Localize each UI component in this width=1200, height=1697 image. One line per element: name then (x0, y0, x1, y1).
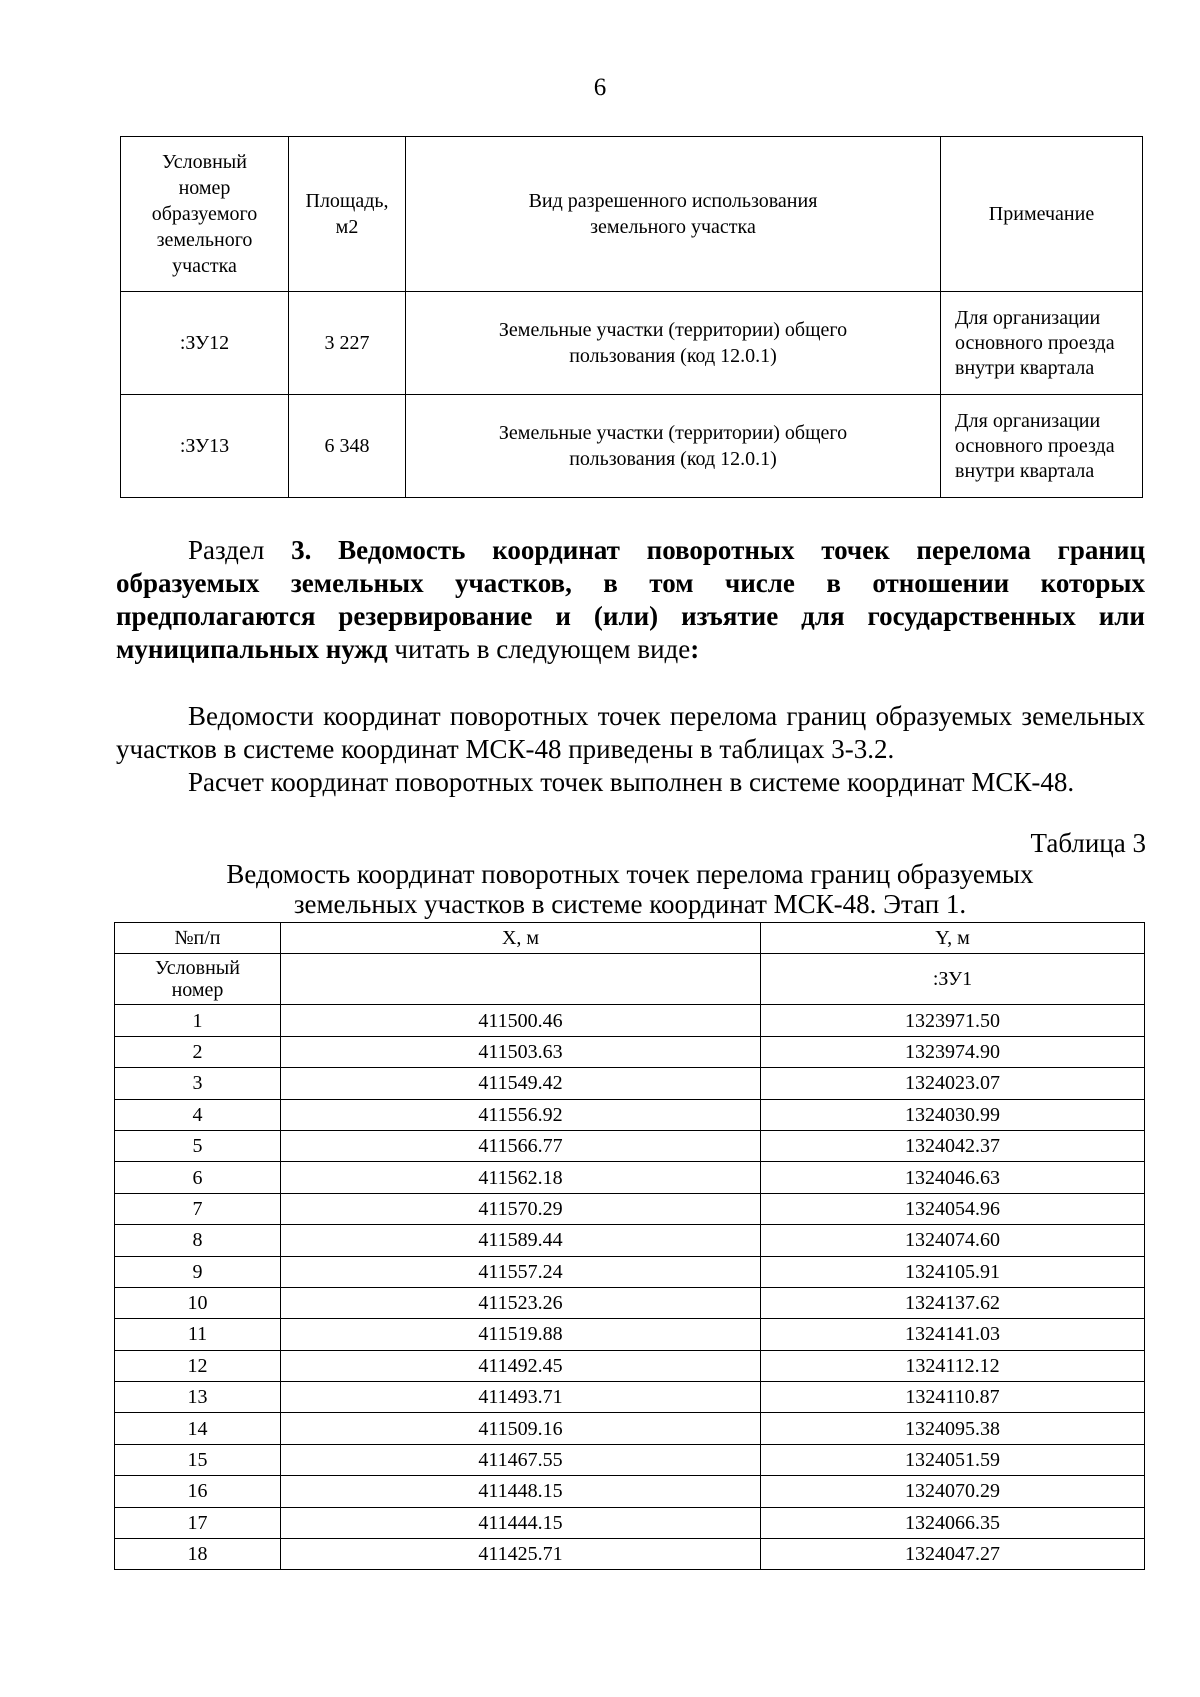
table-row (115, 1099, 1145, 1130)
coordinates-header-row (115, 923, 1145, 954)
conditional-number-label: Условный номер (115, 954, 281, 1005)
point-x: 411503.63 (281, 1036, 761, 1067)
point-index: 10 (115, 1287, 281, 1318)
point-x: 411523.26 (281, 1287, 761, 1318)
point-y: 1324042.37 (761, 1130, 1145, 1161)
table-row (115, 1256, 1145, 1287)
point-index: 4 (115, 1099, 281, 1130)
table-title-line-1: Ведомость координат поворотных точек перелома границ образуемых (226, 859, 1034, 889)
point-index: 5 (115, 1130, 281, 1161)
point-x: 411444.15 (281, 1507, 761, 1538)
point-y: 1324105.91 (761, 1256, 1145, 1287)
table-row (115, 1476, 1145, 1507)
table-row (121, 395, 1143, 498)
table-row (121, 292, 1143, 395)
point-index: 13 (115, 1382, 281, 1413)
section-prefix: Раздел (188, 535, 265, 565)
point-index: 16 (115, 1476, 281, 1507)
table-row (115, 1162, 1145, 1193)
point-y: 1324066.35 (761, 1507, 1145, 1538)
header-note: Примечание (941, 137, 1143, 292)
plot-note: Для организации основного проезда внутри квартала (941, 395, 1143, 498)
point-y: 1324074.60 (761, 1225, 1145, 1256)
land-plots-table (120, 136, 1143, 498)
header-plot-number: Условный номер образуемого земельного участка (121, 137, 289, 292)
header-index: №п/п (115, 923, 281, 954)
point-index: 14 (115, 1413, 281, 1444)
table-row (115, 1382, 1145, 1413)
plot-id: :ЗУ12 (121, 292, 289, 395)
point-x: 411519.88 (281, 1319, 761, 1350)
plot-id: :ЗУ13 (121, 395, 289, 498)
point-y: 1324054.96 (761, 1193, 1145, 1224)
point-x: 411467.55 (281, 1444, 761, 1475)
table-row (115, 1130, 1145, 1161)
section-heading (116, 534, 1145, 666)
point-x: 411570.29 (281, 1193, 761, 1224)
point-x: 411566.77 (281, 1130, 761, 1161)
point-x: 411562.18 (281, 1162, 761, 1193)
point-index: 9 (115, 1256, 281, 1287)
section-suffix: читать в следующем виде (394, 634, 691, 664)
table-title-line-2: земельных участков в системе координат МСК-48. Этап 1. (293, 889, 967, 919)
point-x: 411448.15 (281, 1476, 761, 1507)
table-row (115, 1193, 1145, 1224)
point-x: 411556.92 (281, 1099, 761, 1130)
point-index: 11 (115, 1319, 281, 1350)
point-y: 1324141.03 (761, 1319, 1145, 1350)
table-row (115, 1068, 1145, 1099)
table-title (120, 859, 1140, 919)
plot-use: Земельные участки (территории) общего пользования (код 12.0.1) (406, 292, 941, 395)
point-y: 1324070.29 (761, 1476, 1145, 1507)
plot-note: Для организации основного проезда внутри квартала (941, 292, 1143, 395)
table-row (115, 1319, 1145, 1350)
point-index: 8 (115, 1225, 281, 1256)
table-row (115, 1287, 1145, 1318)
table-row (115, 1507, 1145, 1538)
point-y: 1324047.27 (761, 1539, 1145, 1570)
page-number: 6 (593, 74, 607, 101)
point-index: 12 (115, 1350, 281, 1381)
header-permitted-use: Вид разрешенного использования земельного участка (406, 137, 941, 292)
point-x: 411493.71 (281, 1382, 761, 1413)
coordinates-table (114, 922, 1145, 1570)
plot-area: 6 348 (289, 395, 406, 498)
conditional-number-row (115, 954, 1145, 1005)
table-row (115, 1350, 1145, 1381)
table-row (115, 1005, 1145, 1036)
section-colon: : (690, 634, 700, 664)
point-y: 1324137.62 (761, 1287, 1145, 1318)
point-x: 411425.71 (281, 1539, 761, 1570)
table-row (115, 1444, 1145, 1475)
paragraph-calculation-system: Расчет координат поворотных точек выполнен в системе координат МСК-48. (188, 767, 1075, 797)
land-plots-header-row (121, 137, 1143, 292)
header-y: Y, м (761, 923, 1145, 954)
point-y: 1324023.07 (761, 1068, 1145, 1099)
point-y: 1324112.12 (761, 1350, 1145, 1381)
point-y: 1323974.90 (761, 1036, 1145, 1067)
point-index: 15 (115, 1444, 281, 1475)
point-x: 411549.42 (281, 1068, 761, 1099)
table-row (115, 1539, 1145, 1570)
table-label: Таблица 3 (1030, 828, 1146, 858)
point-y: 1324110.87 (761, 1382, 1145, 1413)
table-row (115, 1225, 1145, 1256)
conditional-number-value: :ЗУ1 (761, 954, 1145, 1005)
point-y: 1324030.99 (761, 1099, 1145, 1130)
point-index: 6 (115, 1162, 281, 1193)
point-y: 1324051.59 (761, 1444, 1145, 1475)
section-title: 3. Ведомость координат поворотных точек перелома границ образуемых земельных участков, в том числе в отношении которых предполагаются резервирование и (или) изъятие для государственных или муниципальных нужд (116, 535, 1146, 664)
table-row (115, 1413, 1145, 1444)
point-y: 1323971.50 (761, 1005, 1145, 1036)
point-x: 411589.44 (281, 1225, 761, 1256)
plot-area: 3 227 (289, 292, 406, 395)
point-x: 411509.16 (281, 1413, 761, 1444)
point-index: 7 (115, 1193, 281, 1224)
paragraph-coordinates-tables: Ведомости координат поворотных точек перелома границ образуемых земельных участков в системе координат МСК-48 приведены в таблицах 3-3.2. (116, 701, 1145, 764)
conditional-number-empty (281, 954, 761, 1005)
point-x: 411500.46 (281, 1005, 761, 1036)
plot-use: Земельные участки (территории) общего пользования (код 12.0.1) (406, 395, 941, 498)
point-index: 18 (115, 1539, 281, 1570)
point-index: 17 (115, 1507, 281, 1538)
header-area: Площадь, м2 (289, 137, 406, 292)
table-row (115, 1036, 1145, 1067)
coordinates-body (115, 1005, 1145, 1570)
point-index: 2 (115, 1036, 281, 1067)
point-index: 1 (115, 1005, 281, 1036)
header-x: X, м (281, 923, 761, 954)
point-index: 3 (115, 1068, 281, 1099)
point-y: 1324095.38 (761, 1413, 1145, 1444)
point-y: 1324046.63 (761, 1162, 1145, 1193)
point-x: 411557.24 (281, 1256, 761, 1287)
point-x: 411492.45 (281, 1350, 761, 1381)
